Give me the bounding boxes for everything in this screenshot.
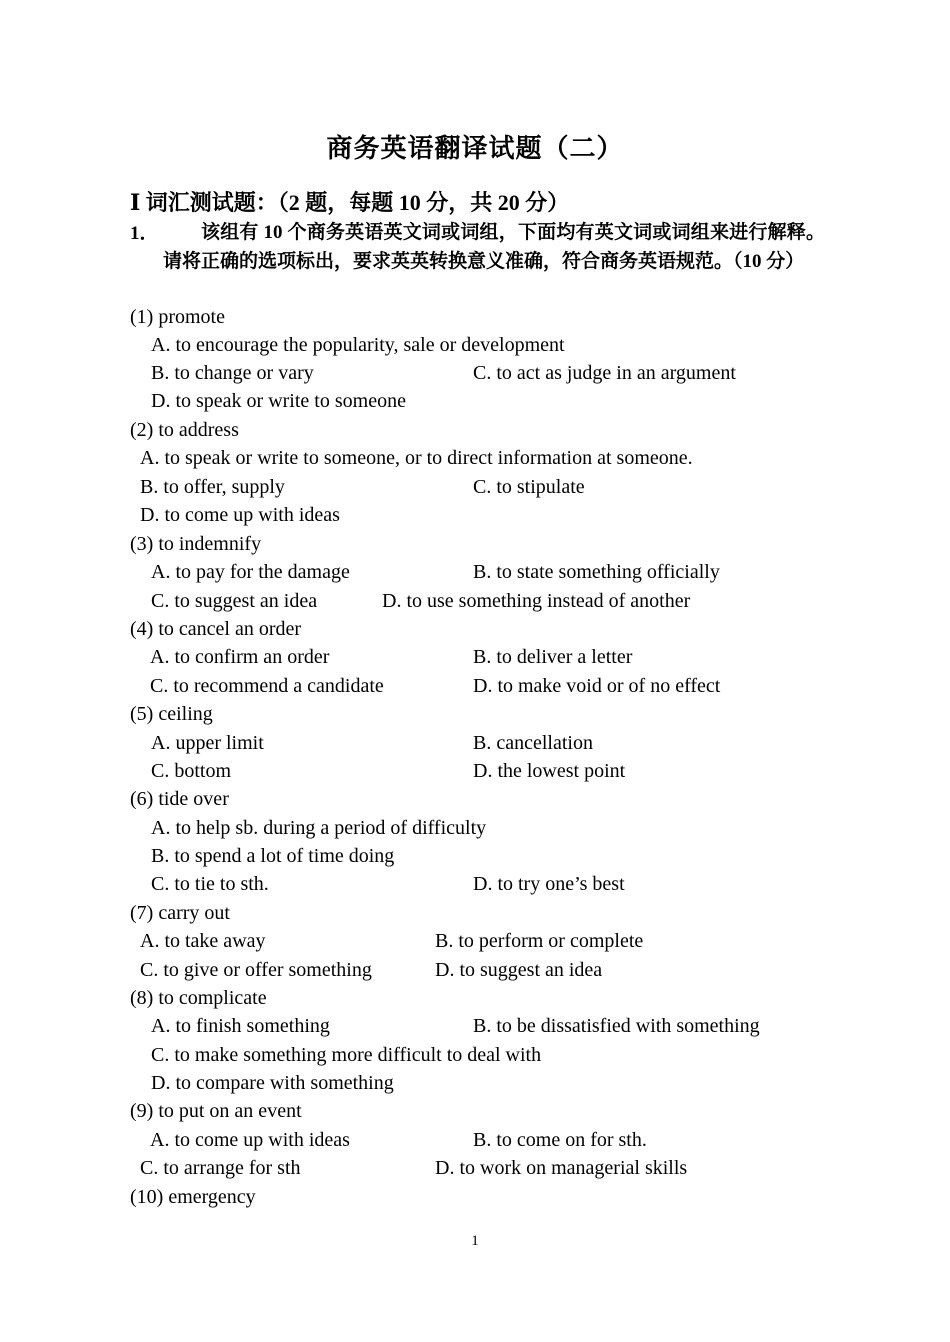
option-b: B. to be dissatisfied with something <box>473 1015 760 1037</box>
option-c: C. to make something more difficult to deal with <box>151 1044 542 1066</box>
option-a: A. to encourage the popularity, sale or development <box>151 334 565 356</box>
option-d: D. to try one’s best <box>473 873 625 895</box>
option-c: C. to give or offer something <box>140 959 372 981</box>
question-stem: (2) to address <box>130 419 239 441</box>
question-stem: (1) promote <box>130 306 225 328</box>
question-stem: (5) ceiling <box>130 703 213 725</box>
option-b: B. to state something officially <box>473 561 720 583</box>
option-b: B. to perform or complete <box>435 930 644 952</box>
option-c: C. to recommend a candidate <box>150 675 384 697</box>
option-a: A. upper limit <box>151 732 264 754</box>
option-a: A. to pay for the damage <box>151 561 350 583</box>
option-a: A. to speak or write to someone, or to direct information at someone. <box>140 447 693 469</box>
option-a: A. to help sb. during a period of difficulty <box>151 817 487 839</box>
option-b: B. to deliver a letter <box>473 646 633 668</box>
option-b: B. to change or vary <box>151 362 314 384</box>
question-stem: (4) to cancel an order <box>130 618 302 640</box>
option-a: A. to finish something <box>151 1015 330 1037</box>
question-stem: (10) emergency <box>130 1186 256 1208</box>
option-d: D. to suggest an idea <box>435 959 603 981</box>
option-d: D. the lowest point <box>473 760 626 782</box>
option-d: D. to compare with something <box>151 1072 394 1094</box>
option-b: B. to spend a lot of time doing <box>151 845 395 867</box>
option-b: B. to offer, supply <box>140 476 285 498</box>
option-a: A. to come up with ideas <box>150 1129 350 1151</box>
question-stem: (9) to put on an event <box>130 1100 302 1122</box>
question-stem: (6) tide over <box>130 788 229 810</box>
option-a: A. to confirm an order <box>150 646 330 668</box>
page-title: 商务英语翻译试题（二） <box>326 134 624 163</box>
option-a: A. to take away <box>140 930 266 952</box>
option-d: D. to make void or of no effect <box>473 675 721 697</box>
question-stem: (3) to indemnify <box>130 533 262 555</box>
option-b: B. to come on for sth. <box>473 1129 647 1151</box>
option-d: D. to come up with ideas <box>140 504 340 526</box>
question-stem: (7) carry out <box>130 902 230 924</box>
option-d: D. to use something instead of another <box>382 590 691 612</box>
instruction-text: 该组有 10 个商务英语英文词或词组，下面均有英文词或词组来进行解释。请将正确的选项标出，要求英英转换意义准确，符合商务英语规范。（10 分） <box>163 222 825 272</box>
option-d: D. to work on managerial skills <box>435 1157 688 1179</box>
question-stem: (8) to complicate <box>130 987 267 1009</box>
option-c: C. to stipulate <box>473 476 585 498</box>
option-d: D. to speak or write to someone <box>151 390 406 412</box>
option-b: B. cancellation <box>473 732 593 754</box>
section-heading: Ⅰ 词汇测试题：（2 题，每题 10 分，共 20 分） <box>130 190 570 215</box>
page-number: 1 <box>471 1233 479 1249</box>
option-c: C. to suggest an idea <box>151 590 318 612</box>
option-c: C. bottom <box>151 760 232 782</box>
option-c: C. to tie to sth. <box>151 873 269 895</box>
instruction-number: 1． <box>130 223 159 244</box>
option-c: C. to act as judge in an argument <box>473 362 736 384</box>
option-c: C. to arrange for sth <box>140 1157 301 1179</box>
